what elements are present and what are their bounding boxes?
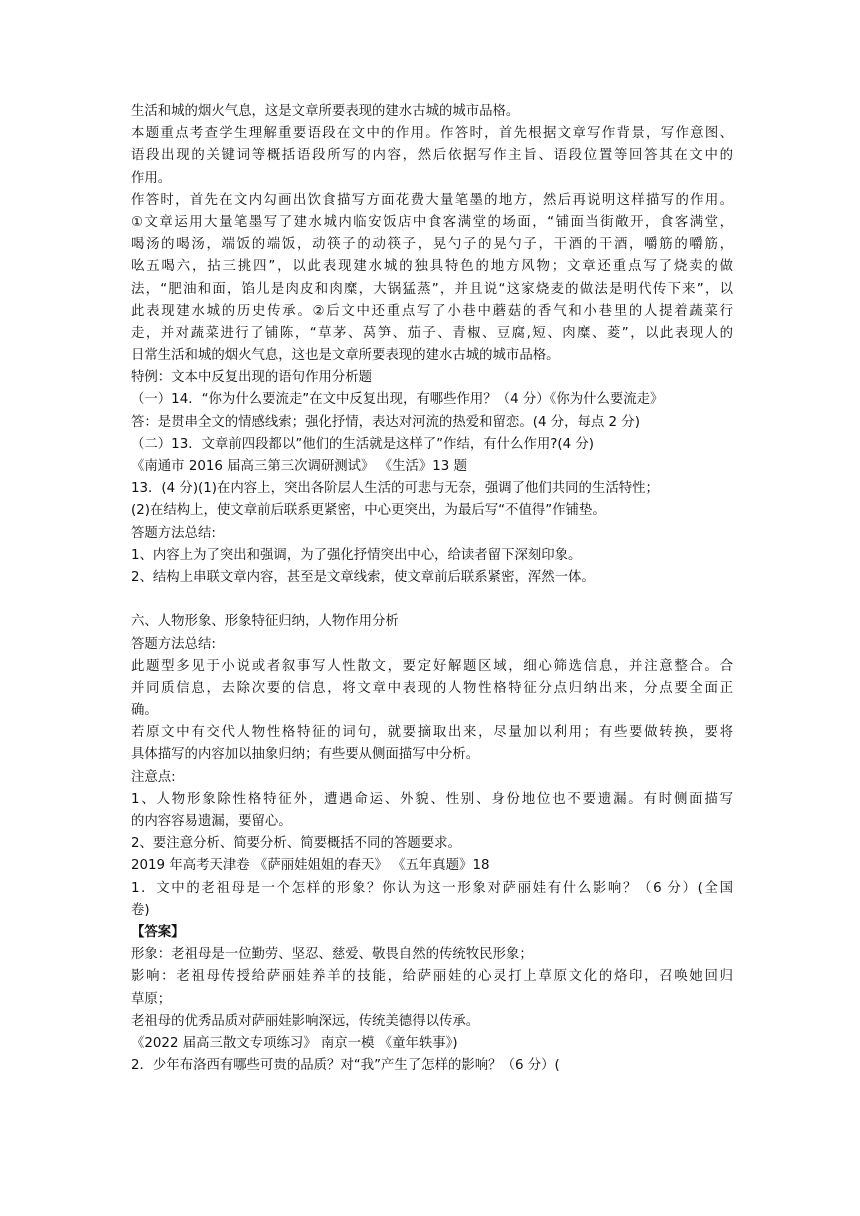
text-line: 吆五喝六，拈三挑四”，以此表现建水城的独具特色的地方风物；文章还重点写了烧卖的做 (131, 259, 733, 275)
text-line: 特例：文本中反复出现的语句作用分析题 (131, 370, 373, 386)
text-line: 《2022 届高三散文专项练习》 南京一模 《童年轶事》) (131, 1035, 458, 1051)
text-line: 的内容容易遗漏，要留心。 (131, 814, 292, 829)
text-line: 确。 (131, 703, 158, 719)
text-line: （二）13．文章前四段都以”他们的生活就是这样了”作结，有什么作用?(4 分) (131, 436, 594, 452)
text-line: 2019 年高考天津卷 《萨丽娃姐姐的春天》 《五年真题》18 (131, 858, 490, 874)
text-line: 作用。 (131, 170, 172, 186)
text-line: 2、结构上串联文章内容，甚至是文章线索，使文章前后联系紧密，浑然一体。 (131, 569, 595, 585)
text-line: 答：是贯串全文的情感线索；强化抒情，表达对河流的热爱和留恋。(4 分，每点 2 分) (131, 414, 640, 430)
text-line: (2)在结构上，使文章前后联系更紧密，中心更突出，为最后写“不值得”作铺垫。 (131, 503, 606, 519)
text-line: 答题方法总结: (131, 636, 216, 652)
text-line: 注意点: (131, 769, 176, 785)
document-body (131, 101, 733, 1077)
text-line: 《南通市 2016 届高三第三次调研测试》 《生活》13 题 (131, 459, 467, 474)
text-line: 此题型多见于小说或者叙事写人性散文，要定好解题区域，细心筛选信息，并注意整合。合 (131, 658, 733, 674)
text-line: 老祖母的优秀品质对萨丽娃影响深远，传统美德得以传承。 (131, 1013, 480, 1029)
blank-line (131, 589, 733, 611)
text-line: 生活和城的烟火气息，这是文章所要表现的建水古城的城市品格。 (131, 104, 520, 119)
text-line: 影响：老祖母传授给萨丽娃养羊的技能，给萨丽娃的心灵打上草原文化的烙印，召唤她回归 (131, 969, 733, 985)
text-line: 具体描写的内容加以抽象归纳；有些要从侧面描写中分析。 (131, 747, 480, 763)
text-line: 卷) (131, 902, 150, 918)
text-line: 此表现建水城的历史传承。②后文中还重点写了小巷中蘑菇的香气和小巷里的人提着蔬菜行 (131, 303, 733, 319)
text-line: 法，“肥油和面，馅儿是肉皮和肉糜，大锅猛蒸”，并且说“这家烧麦的做法是明代传下来”，以 (131, 281, 733, 297)
text-line: 2．少年布洛西有哪些可贵的品质？对“我”产生了怎样的影响？（6 分）( (131, 1058, 560, 1074)
text-line: 13．(4 分)(1)在内容上，突出各阶层人生活的可悲与无奈，强调了他们共同的生活特性； (131, 481, 659, 497)
text-line: 作答时，首先在文内勾画出饮食描写方面花费大量笔墨的地方，然后再说明这样描写的作用。 (131, 192, 733, 208)
text-line: 1、内容上为了突出和强调，为了强化抒情突出中心，给读者留下深刻印象。 (131, 547, 582, 563)
text-line: 草原； (131, 991, 172, 1007)
answer-heading: 【答案】 (131, 924, 185, 940)
text-line: 语段出现的关键词等概括语段所写的内容，然后依据写作主旨、语段位置等回答其在文中的 (131, 148, 733, 164)
text-line: 2、要注意分析、简要分析、简要概括不同的答题要求。 (131, 836, 461, 852)
text-line: 走，并对蔬菜进行了铺陈，“草茅、莴笋、茄子、青椒、豆腐,短、肉糜、菱”，以此表现人的 (131, 325, 733, 341)
text-line: ①文章运用大量笔墨写了建水城内临安饭店中食客满堂的场面，“铺面当街敞开，食客满堂， (131, 214, 733, 230)
text-line: 答题方法总结: (131, 525, 216, 541)
text-line: （一）14．“你为什么要流走”在文中反复出现，有哪些作用？（4 分）《你为什么要流走》 (131, 392, 664, 408)
text-line: 若原文中有交代人物性格特征的词句，就要摘取出来，尽量加以利用；有些要做转换，要将 (131, 725, 733, 741)
text-line: 本题重点考查学生理解重要语段在文中的作用。作答时，首先根据文章写作背景，写作意图、 (131, 126, 733, 142)
text-line: 喝汤的喝汤，端饭的端饭，动筷子的动筷子，晃勺子的晃勺子，干酒的干酒，嚼筋的嚼筋， (131, 237, 733, 253)
text-line: 1．文中的老祖母是一个怎样的形象？你认为这一形象对萨丽娃有什么影响？（6 分）(全国 (131, 880, 733, 896)
text-line: 日常生活和城的烟火气息，这也是文章所要表现的建水古城的城市品格。 (131, 348, 560, 364)
text-line: 形象：老祖母是一位勤劳、坚忍、慈爱、敬畏自然的传统牧民形象； (131, 947, 533, 963)
section-heading: 六、人物形象、形象特征归纳，人物作用分析 (131, 614, 399, 630)
text-line: 1、人物形象除性格特征外，遭遇命运、外貌、性别、身份地位也不要遗漏。有时侧面描写 (131, 791, 733, 807)
text-line: 并同质信息，去除次要的信息，将文章中表现的人物性格特征分点归纳出来，分点要全面正 (131, 680, 733, 696)
